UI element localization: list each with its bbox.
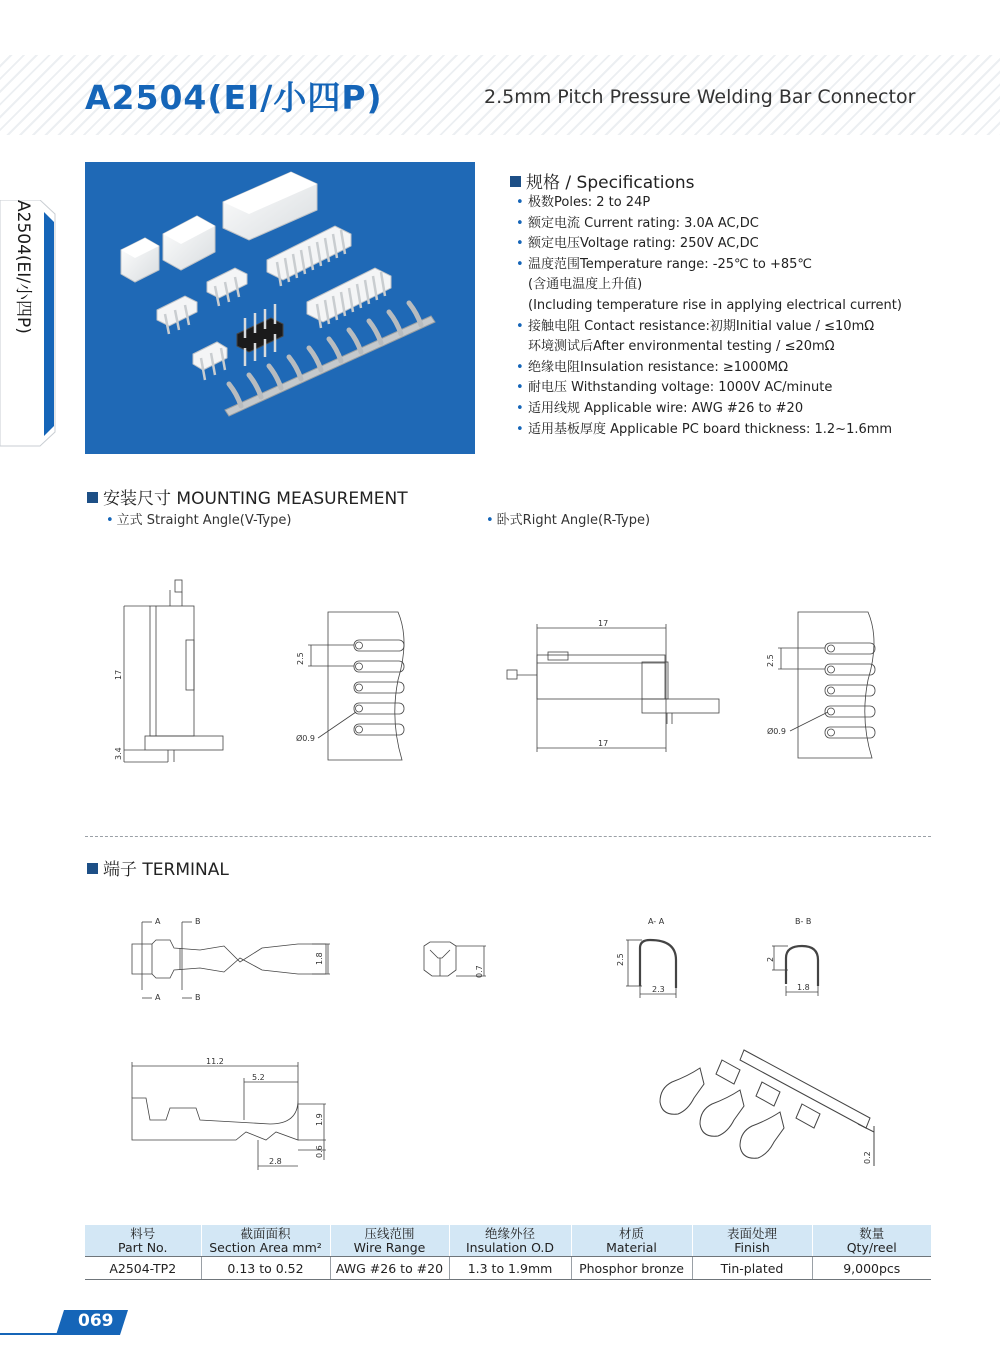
dim-aa-2-5: 2.5 [616,953,625,966]
table-header-row [85,1225,931,1257]
mounting-heading: 安装尺寸 MOUNTING MEASUREMENT [87,484,408,509]
dim-0-7: 0.7 [475,965,484,978]
dim-0-6: 0.6 [315,1145,324,1158]
section-mark-a-bottom: A [155,993,161,1002]
column-header: 料号 Part No. [85,1225,201,1257]
table-cell: 1.3 to 1.9mm [449,1257,571,1280]
section-a-a-label: A- A [648,917,665,926]
dim-1-8: 1.8 [315,952,324,965]
side-tab-label: A2504(EI/小四P) [13,200,33,334]
table-cell: 9,000pcs [812,1257,931,1280]
page-number: 069 [78,1311,114,1331]
v-type-footprint [308,612,404,760]
dim-hole-dia: Ø0.9 [296,734,316,743]
column-header: 数量 Qty/reel [812,1225,931,1257]
table-cell: AWG #26 to #20 [330,1257,449,1280]
dim-17-bottom: 17 [598,739,609,748]
dim-bb-2: 2 [766,956,775,962]
column-header: 压线范围 Wire Range [330,1225,449,1257]
right-angle-label: • 卧式Right Angle(R-Type) [486,513,651,528]
column-header: 材质 Material [571,1225,692,1257]
r-type-footprint [778,612,875,758]
section-divider [85,836,931,837]
section-mark-a-top: A [155,917,161,926]
dim-hole-dia-r: Ø0.9 [767,727,787,736]
specifications-heading: 规格 / Specifications [510,168,695,193]
spec-item: 环境测试后After environmental testing / ≤20mΩ [528,339,835,355]
page-subtitle: 2.5mm Pitch Pressure Welding Bar Connector [484,86,916,108]
parts-table [85,1225,931,1280]
spec-item: • 额定电流 Current rating: 3.0A AC,DC [516,215,759,231]
spec-item: • 绝缘电阻Insulation resistance: ≥1000MΩ [516,359,789,375]
spec-item: • 适用基板厚度 Applicable PC board thickness: 1.2~1.6mm [516,421,893,437]
spec-item: • 额定电压Voltage rating: 250V AC,DC [516,236,759,252]
spec-item: (含通电温度上升值) [528,277,643,293]
dim-17-top: 17 [598,619,609,628]
column-header: 表面处理 Finish [692,1225,812,1257]
straight-angle-label: • 立式 Straight Angle(V-Type) [106,513,292,528]
spec-item: • 温度范围Temperature range: -25℃ to +85℃ [516,256,812,272]
dim-17-height: 17 [114,669,123,680]
dim-0-2: 0.2 [863,1151,872,1164]
dim-11-2: 11.2 [206,1057,224,1066]
page-title: A2504(EI/小四P) [85,78,383,117]
table-cell: 0.13 to 0.52 [201,1257,330,1280]
dim-1-9: 1.9 [315,1113,324,1126]
section-mark-b-top: B [195,917,201,926]
section-mark-b-bottom: B [195,993,201,1002]
v-type-side-view [124,580,223,762]
terminal-strip-isometric [660,1050,874,1166]
column-header: 绝缘外径 Insulation O.D [449,1225,571,1257]
dim-3-4: 3.4 [114,747,123,760]
spec-item: (Including temperature rise in applying electrical current) [528,297,902,313]
dim-aa-2-3: 2.3 [652,985,665,994]
spec-item: • 适用线规 Applicable wire: AWG #26 to #20 [516,400,804,416]
terminal-top-view [132,922,330,998]
r-type-side-view [507,624,719,752]
table-row [85,1257,931,1280]
table-cell: A2504-TP2 [85,1257,201,1280]
spec-item: • 耐电压 Withstanding voltage: 1000V AC/minute [516,380,833,396]
section-b-b-label: B- B [795,917,812,926]
dim-2-5-pitch: 2.5 [296,652,305,665]
heading-square-icon [87,863,98,874]
table-cell: Phosphor bronze [571,1257,692,1280]
dim-2-5-pitch-r: 2.5 [766,654,775,667]
column-header: 截面面积 Section Area mm² [201,1225,330,1257]
section-a-a [626,940,676,998]
dim-bb-1-8: 1.8 [797,983,810,992]
terminal-side-view [132,1062,326,1170]
spec-item: • 接触电阻 Contact resistance:初期Initial value / ≤10mΩ [516,318,875,334]
spec-item: • 极数Poles: 2 to 24P [516,195,651,210]
terminal-heading: 端子 TERMINAL [87,855,229,880]
dim-2-8: 2.8 [269,1157,282,1166]
dim-5-2: 5.2 [252,1073,265,1082]
table-cell: Tin-plated [692,1257,812,1280]
section-b-b [772,946,818,996]
